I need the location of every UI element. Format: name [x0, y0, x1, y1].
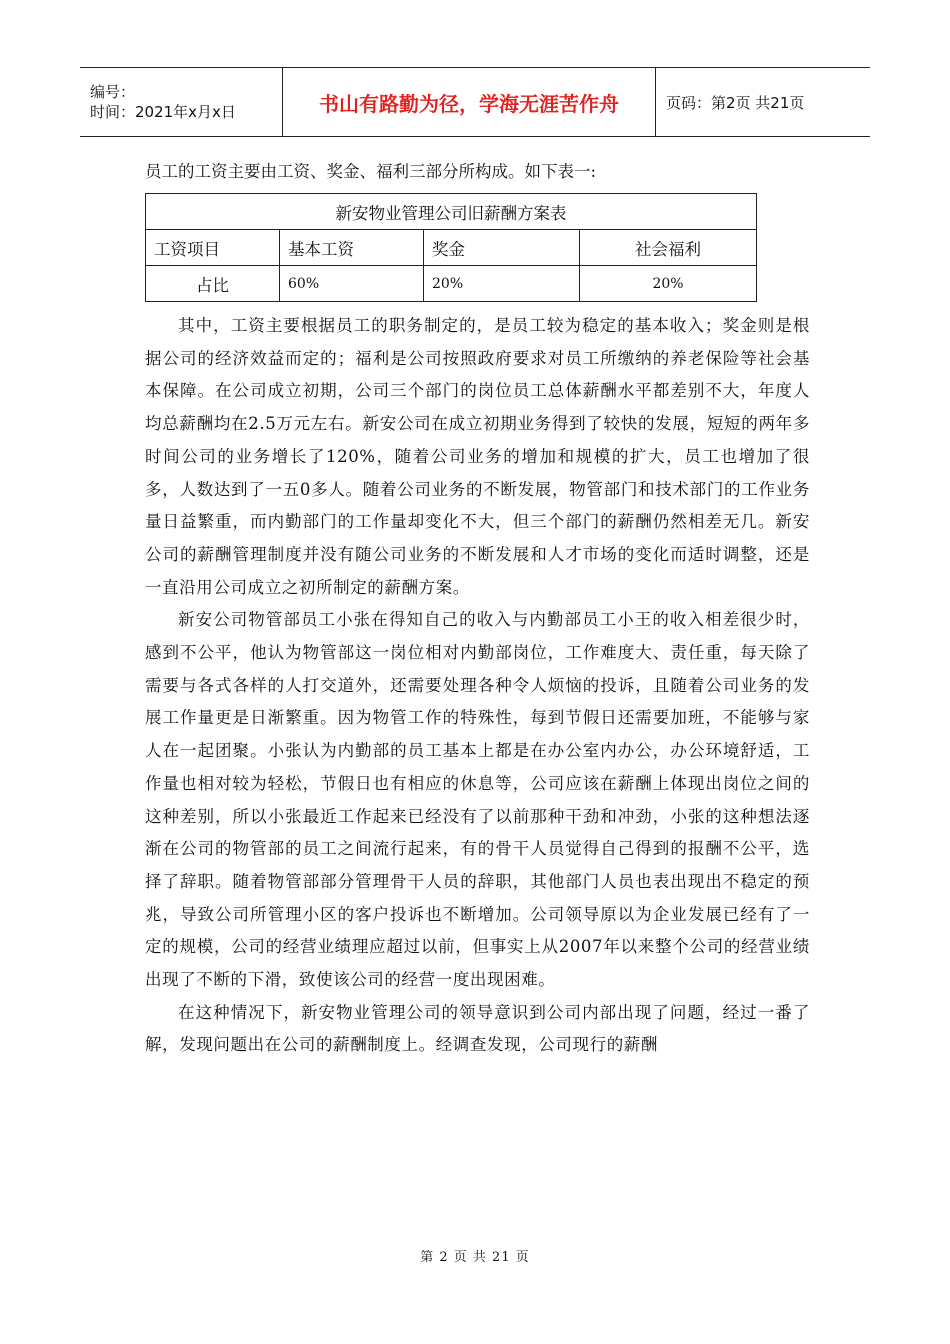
- intro-text: 员工的工资主要由工资、奖金、福利三部分所构成。如下表一:: [145, 162, 597, 181]
- header-page-cell: [656, 68, 870, 136]
- document-number-label: 编号：: [90, 83, 136, 101]
- body-paragraph: 其中，工资主要根据员工的职务制定的，是员工较为稳定的基本收入；奖金则是根据公司的经济效益而定的；福利是公司按照政府要求对员工所缴纳的养老保险等社会基本保障。在公司成立初期，公司三个部门的岗位员工总体薪酬水平都差别不大，年度人均总薪酬均在2.5万元左右。新安公司在成立初期业务得到了较快的发展，短短的两年多时间公司的业务增长了120%，随着公司业务的增加和规模的扩大，员工也增加了很多，人数达到了一五0多人。随着公司业务的不断发展，物管部门和技术部门的工作业务量日益繁重，而内勤部门的工作量却变化不大，但三个部门的薪酬仍然相差无几。新安公司的薪酬管理制度并没有随公司业务的不断发展和人才市场的变化而适时调整，还是一直沿用公司成立之初所制定的薪酬方案。: [145, 316, 810, 597]
- body-paragraph: 在这种情况下，新安物业管理公司的领导意识到公司内部出现了问题，经过一番了解，发现问题出在公司的薪酬制度上。经调查发现，公司现行的薪酬: [145, 1002, 810, 1055]
- header-motto-cell: [283, 68, 656, 136]
- table-header-cell: 奖金: [424, 230, 580, 266]
- body-paragraph: 新安公司物管部员工小张在得知自己的收入与内勤部员工小王的收入相差很少时，感到不公平，他认为物管部这一岗位相对内勤部岗位，工作难度大、责任重，每天除了需要与各式各样的人打交道外，还需要处理各种令人烦恼的投诉，且随着公司业务的发展工作量更是日渐繁重。因为物管工作的特殊性，每到节假日还需要加班，不能够与家人在一起团聚。小张认为内勤部的员工基本上都是在办公室内办公，办公环境舒适，工作量也相对较为轻松，节假日也有相应的休息等，公司应该在薪酬上体现出岗位之间的这种差别，所以小张最近工作起来已经没有了以前那种干劲和冲劲，小张的这种想法逐渐在公司的物管部的员工之间流行起来，有的骨干人员觉得自己得到的报酬不公平，选择了辞职。随着物管部部分管理骨干人员的辞职，其他部门人员也表出现出不稳定的预兆，导致公司所管理小区的客户投诉也不断增加。公司领导原以为企业发展已经有了一定的规模，公司的经营业绩理应超过以前，但事实上从2007年以来整个公司的经营业绩出现了不断的下滑，致使该公司的经营一度出现困难。: [145, 610, 810, 990]
- header-meta: [80, 68, 283, 136]
- page-footer: 第 2 页 共 21 页: [420, 1250, 530, 1265]
- document-body: [145, 157, 810, 1062]
- header-motto: 书山有路勤为径，学海无涯苦作舟: [319, 91, 619, 116]
- table-title-row: [146, 194, 757, 230]
- page-number-label: 页码：第2页 共21页: [666, 93, 805, 112]
- table-cell: 20%: [424, 266, 580, 302]
- page-header: [80, 67, 870, 137]
- table-header-cell: 基本工资: [280, 230, 424, 266]
- table-header-cell: 工资项目: [146, 230, 280, 266]
- document-date-label: 时间：2021年x月x日: [90, 103, 236, 121]
- table-title: 新安物业管理公司旧薪酬方案表: [146, 194, 757, 230]
- table-row: [146, 266, 757, 302]
- table-header-cell: 社会福利: [580, 230, 757, 266]
- table-cell: 20%: [580, 266, 757, 302]
- table-header-row: [146, 230, 757, 266]
- table-cell: 60%: [280, 266, 424, 302]
- salary-table: [145, 193, 757, 302]
- table-cell: 占比: [146, 266, 280, 302]
